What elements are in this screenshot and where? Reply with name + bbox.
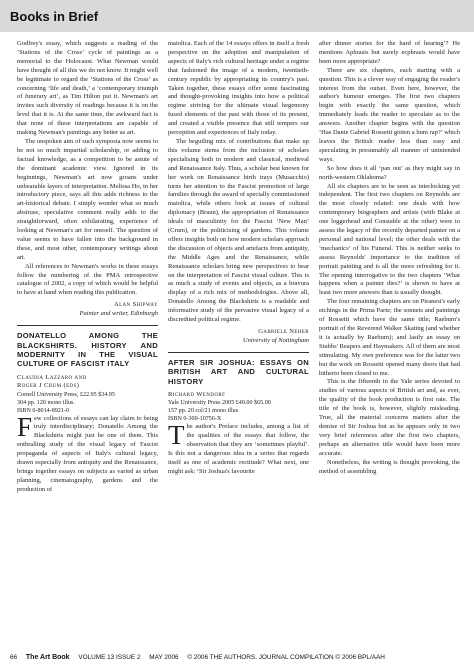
review1-paragraph: All references to Newman's works in these essays follow the numbering of the PMA retrospective catalogue of 2002, a copy of which would be helpful to have at hand when reading this publication. [17,262,158,297]
review3-isbn: ISBN 0-300-10756-X [168,416,222,423]
section-title: Books in Brief [10,9,99,24]
review2-isbn: ISBN 0-8014-8921-0 [17,407,69,414]
review3-author: Richard Wendorf [168,391,226,399]
review3-paragraph: So how does it all ‘pan out’ as they might say in north-western Oklahoma? [319,164,460,181]
review2-text: ew collections of essays can lay claim to being truly interdisciplinary; Donatello Among the Blackshirts might just be one of them. This enthralling study of the visual legacy of Fascist propaganda of aspects of Italy's cultural legacy, drawn especially from antiquity and the Renaissance, brings together essays on subjects as varied as urban planning, cinematography, gardens and the production of [17,414,158,493]
review2-paragraph: maiolica. Each of the 14 essays offers in itself a fresh perspective on the adoption and manipulation of aspects of Italy's rich cultural heritage under a regime that fashioned the image of a modern, twentieth-century republic by appropriating its country's past. Taken together, these essays offer some fascinating and thought-provoking insights into how a political regime striving for the ultimate visual hegemony fused elements of the past with those of its present, and created a visible presence that still tempers our perception and experiences of Italy today. [168,40,309,137]
review1-paragraph: The unspoken aim of such symposia now seems to be not so much impartial scholarship, or adding to factual knowledge, as a competition to be astute of the dominant academic view. Ignored in its beginnings, Newman's art now groans under unbearable layers of interpretation. Melissa Ho, in her introductory piece, says all this adds richness to the art-historical debate. I simply wonder what so much abstruse, speculative comment really adds to the straightforward, often exhilarating, experience of looking at Newman's art for oneself. The question of value seems to have fallen into the background in these, and most other, contemporary writings about art. [17,137,158,261]
column-right [319,40,460,476]
drop-cap: F [17,411,33,442]
review3-title: AFTER SIR JOSHUA: ESSAYS ON BRITISH ART AND CULTURAL HISTORY [168,357,309,386]
review1-signature [17,301,158,319]
reviewer-name: Gabriele Neher [258,328,309,335]
review2-authors: Claudia Lazzaro and [17,373,87,381]
review3-text: he author's Preface includes, among a list of the qualities of the essays that follow, the observation that they are ‘sometimes playful’. Is this not a dangerous idea in a series that regards itself as one of academic rectitude? What next, one might ask: ‘Sir Joshua's favourite [168,423,309,475]
section-divider [17,325,158,326]
review2-title: DONATELLO AMONG THE BLACKSHIRTS. HISTORY AND MODERNITY IN THE VISUAL CULTURE OF FASCIST ITALY [17,331,158,369]
section-divider [168,352,309,353]
review3-paragraph: after dinner stories for the hard of hearing’? He mentions Aphrasis but surely ecphrasis would have been more appropriate? [319,40,460,65]
review3-paragraph: There are six chapters, each starting with a question. This is a clever way of engaging the reader's interest from the outset. Even here, however, the author's humour emerges. The first two chapters begin with exactly the same question, which immediately leads the reader to speculate as to the answers. Another chapter begins with the question ‘Has Dante Gabriel Rossetti gotten a bum rap?’ which leaves the British reader less than easy and speculating in presumably all manner of unintended ways. [319,66,460,163]
review2-paragraph: The beguiling mix of contributions that make up this volume stems from the inclusion of scholars specialising both in modern and classical, medieval and Renaissance Italy. Thus, a scholar best known for her work on Renaissance birth trays (Musacchio) turns her attention to the Fascist promotion of large families through the award of specially commissioned maiolica, while others look at issues of cultural diplomacy (Braun), the appropriation of Renaissance ideals of masculinity for the Fascist ‘New Man’ (Crum), or the politicising of gardens. This volume offers insights both on how modern scholars approach the discussion of objects and artefacts from antiquity, the Middle Ages and the Renaissance, while Renaissance scholars bring new perspectives to bear on the interpretation of Fascist visual culture. This is as much a study of events and objects, as a bravura display of a rich mix of methodologies. Above all, Donatello Among the Blackshirts is a readable and informative study of the pervasive visual legacy of a discredited political regime. [168,137,309,324]
magazine-name: The Art Book [25,654,70,661]
review3-publisher: Yale University Press 2005 £40.00 $65.00 [168,400,271,407]
review2-authors: Roger J Crum (eds) [17,382,80,390]
review3-paragraph: All six chapters are to be seen as interlocking yet independent. The first two chapters on Reynolds are the most closely related: one deals with how contemporary biographers and artists (with Blake at one loggerhead and Constable at the other) were to assess the legacy of the recently departed painter on a personal and national level; the other deals with the ‘mechanics’ of his Funeral. This is neither seeks to assess Reynolds' importance to the tradition of portrait painting and is all the more refreshing for it. The opening interrogative to the two chapters ‘What happens when a painter dies?’ is shown to have at least two more answers than is usually thought. [319,182,460,297]
review2-signature [168,328,309,346]
column-left [17,40,158,495]
page-number: 66 [10,654,18,661]
drop-cap: T [168,420,185,451]
review2-pages: 304 pp. 120 mono illus. [17,399,75,406]
review3-paragraph: Nonetheless, the writing is thought provoking, the method of assembling [319,458,460,475]
volume-issue: VOLUME 13 ISSUE 2 [78,654,141,661]
column-middle [168,40,309,477]
review3-pages: 157 pp. 20 col/21 mono illus [168,408,239,415]
reviewer-affiliation: Painter and writer, Edinburgh [79,310,158,318]
copyright-notice: © 2006 THE AUTHORS. JOURNAL COMPILATION © 2006 BPL/AAH [187,654,385,661]
review3-paragraph: This is the fifteenth in the Yale series devoted to studies of various aspects of British art and, as ever, the quality of the book production is first rate. The title of the book is, however, slightly misleading. True, all the material concerns matters after the demise of Sir Joshua but as he appears only in two very brief references after the first two chapters, perhaps an alternative title would have been more accurate. [319,378,460,457]
review2-publisher: Cornell University Press, £22.95 $34.95 [17,391,116,398]
issue-date: MAY 2006 [149,654,179,661]
reviewer-name: Alan Shipway [114,301,158,309]
page-footer [10,654,465,661]
reviewer-affiliation: University of Nottingham [242,336,309,344]
review3-paragraph [168,420,309,476]
review2-paragraph [17,411,158,495]
review1-paragraph: Godfrey's essay, which suggests a reading of the ‘Stations of the Cross’ cycle of paintings as a memorial to the Holocaust. What Newman would have thought of all this we do not know. It might well be legitimate to regard the ‘Stations of the Cross’ as concerning ‘life and death,’ a ‘contemporary triumph of funerary art’, as Tim Hilton put it. Newman's art invites such diversity of readings because it is on the level that it is. At the same time, the awkward fact is that none of these interpretations are capable of making Newman's paintings any better as art. [17,40,158,137]
review3-paragraph: The four remaining chapters are on Piranesi's early etchings in the Prima Parte; the sonnets and paintings of Rossetti which have the same title; Raeburn's portrait of the Reverend Walker Skating (and whether it is actually by Raeburn); and lastly an essay on Stubbs' Reapers and Haymakers. All of them are most stimulating. My own preference was for the latter two but the work on Rossetti opened many doors that had hitherto been closed to me. [319,298,460,377]
